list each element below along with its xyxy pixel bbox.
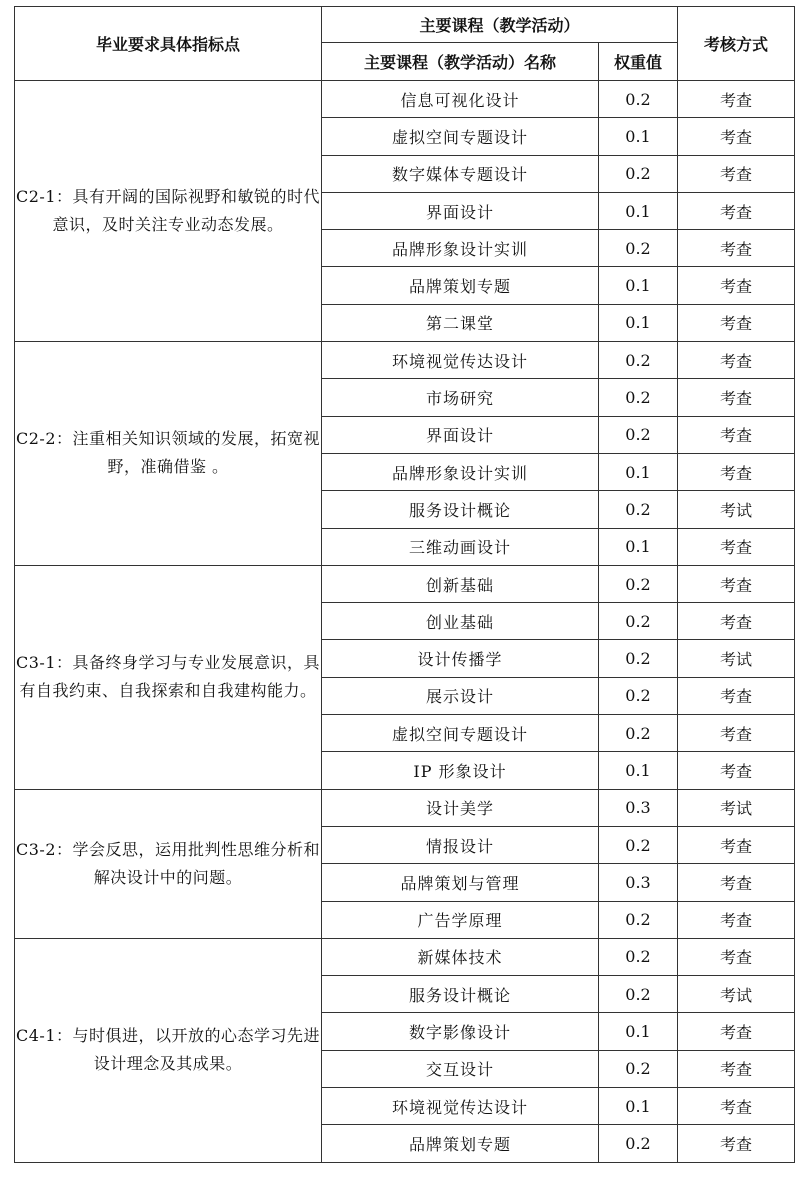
weight-cell: 0.1 [599, 304, 678, 341]
weight-cell: 0.1 [599, 752, 678, 789]
assessment-cell: 考查 [678, 603, 795, 640]
header-indicator: 毕业要求具体指标点 [15, 7, 322, 81]
course-name-cell: 界面设计 [322, 416, 599, 453]
weight-cell: 0.3 [599, 864, 678, 901]
assessment-cell: 考查 [678, 192, 795, 229]
header-course-name: 主要课程（教学活动）名称 [322, 43, 599, 81]
course-name-cell: 环境视觉传达设计 [322, 342, 599, 379]
weight-cell: 0.1 [599, 1013, 678, 1050]
table-body [15, 81, 795, 1163]
assessment-cell: 考查 [678, 677, 795, 714]
weight-cell: 0.1 [599, 118, 678, 155]
weight-cell: 0.2 [599, 603, 678, 640]
weight-cell: 0.2 [599, 1050, 678, 1087]
assessment-cell: 考查 [678, 565, 795, 602]
course-name-cell: 交互设计 [322, 1050, 599, 1087]
header-weight: 权重值 [599, 43, 678, 81]
assessment-cell: 考查 [678, 453, 795, 490]
table-row [15, 789, 795, 826]
weight-cell: 0.1 [599, 1088, 678, 1125]
weight-cell: 0.2 [599, 565, 678, 602]
course-name-cell: 市场研究 [322, 379, 599, 416]
course-name-cell: 设计传播学 [322, 640, 599, 677]
weight-cell: 0.1 [599, 528, 678, 565]
assessment-cell: 考查 [678, 826, 795, 863]
assessment-cell: 考查 [678, 230, 795, 267]
assessment-cell: 考试 [678, 976, 795, 1013]
table-row [15, 342, 795, 379]
course-name-cell: 品牌策划专题 [322, 1125, 599, 1162]
course-name-cell: 数字媒体专题设计 [322, 155, 599, 192]
weight-cell: 0.1 [599, 453, 678, 490]
weight-cell: 0.2 [599, 416, 678, 453]
course-name-cell: 三维动画设计 [322, 528, 599, 565]
weight-cell: 0.2 [599, 230, 678, 267]
weight-cell: 0.1 [599, 267, 678, 304]
course-name-cell: 创新基础 [322, 565, 599, 602]
course-name-cell: 数字影像设计 [322, 1013, 599, 1050]
assessment-cell: 考查 [678, 155, 795, 192]
weight-cell: 0.2 [599, 976, 678, 1013]
course-name-cell: 服务设计概论 [322, 976, 599, 1013]
course-name-cell: 新媒体技术 [322, 938, 599, 975]
assessment-cell: 考查 [678, 81, 795, 118]
weight-cell: 0.2 [599, 342, 678, 379]
assessment-cell: 考查 [678, 938, 795, 975]
course-name-cell: IP 形象设计 [322, 752, 599, 789]
course-name-cell: 服务设计概论 [322, 491, 599, 528]
weight-cell: 0.3 [599, 789, 678, 826]
requirements-table [14, 6, 795, 1163]
indicator-cell: C2-1：具有开阔的国际视野和敏锐的时代意识，及时关注专业动态发展。 [15, 81, 322, 342]
course-name-cell: 环境视觉传达设计 [322, 1088, 599, 1125]
weight-cell: 0.2 [599, 901, 678, 938]
assessment-cell: 考查 [678, 864, 795, 901]
indicator-cell: C2-2：注重相关知识领域的发展，拓宽视野，准确借鉴 。 [15, 342, 322, 566]
indicator-cell: C3-2：学会反思，运用批判性思维分析和解决设计中的问题。 [15, 789, 322, 938]
assessment-cell: 考试 [678, 640, 795, 677]
assessment-cell: 考查 [678, 901, 795, 938]
assessment-cell: 考试 [678, 491, 795, 528]
weight-cell: 0.2 [599, 155, 678, 192]
course-name-cell: 虚拟空间专题设计 [322, 118, 599, 155]
indicator-cell: C3-1：具备终身学习与专业发展意识，具有自我约束、自我探索和自我建构能力。 [15, 565, 322, 789]
weight-cell: 0.2 [599, 715, 678, 752]
weight-cell: 0.2 [599, 677, 678, 714]
weight-cell: 0.2 [599, 379, 678, 416]
header-assessment: 考核方式 [678, 7, 795, 81]
course-name-cell: 品牌策划专题 [322, 267, 599, 304]
table-row [15, 81, 795, 118]
assessment-cell: 考查 [678, 528, 795, 565]
weight-cell: 0.2 [599, 826, 678, 863]
weight-cell: 0.2 [599, 81, 678, 118]
assessment-cell: 考查 [678, 342, 795, 379]
course-name-cell: 品牌策划与管理 [322, 864, 599, 901]
assessment-cell: 考查 [678, 1050, 795, 1087]
assessment-cell: 考查 [678, 1088, 795, 1125]
course-name-cell: 设计美学 [322, 789, 599, 826]
course-name-cell: 广告学原理 [322, 901, 599, 938]
course-name-cell: 情报设计 [322, 826, 599, 863]
course-name-cell: 信息可视化设计 [322, 81, 599, 118]
course-name-cell: 创业基础 [322, 603, 599, 640]
course-name-cell: 第二课堂 [322, 304, 599, 341]
course-name-cell: 展示设计 [322, 677, 599, 714]
weight-cell: 0.2 [599, 938, 678, 975]
assessment-cell: 考查 [678, 416, 795, 453]
table-row [15, 938, 795, 975]
course-name-cell: 虚拟空间专题设计 [322, 715, 599, 752]
course-name-cell: 品牌形象设计实训 [322, 230, 599, 267]
assessment-cell: 考查 [678, 715, 795, 752]
assessment-cell: 考查 [678, 1125, 795, 1162]
assessment-cell: 考试 [678, 789, 795, 826]
assessment-cell: 考查 [678, 118, 795, 155]
assessment-cell: 考查 [678, 267, 795, 304]
weight-cell: 0.2 [599, 491, 678, 528]
weight-cell: 0.1 [599, 192, 678, 229]
course-name-cell: 品牌形象设计实训 [322, 453, 599, 490]
header-course-group: 主要课程（教学活动） [322, 7, 678, 43]
assessment-cell: 考查 [678, 1013, 795, 1050]
weight-cell: 0.2 [599, 640, 678, 677]
weight-cell: 0.2 [599, 1125, 678, 1162]
course-name-cell: 界面设计 [322, 192, 599, 229]
assessment-cell: 考查 [678, 752, 795, 789]
indicator-cell: C4-1：与时俱进，以开放的心态学习先进设计理念及其成果。 [15, 938, 322, 1162]
assessment-cell: 考查 [678, 379, 795, 416]
assessment-cell: 考查 [678, 304, 795, 341]
table-row [15, 565, 795, 602]
